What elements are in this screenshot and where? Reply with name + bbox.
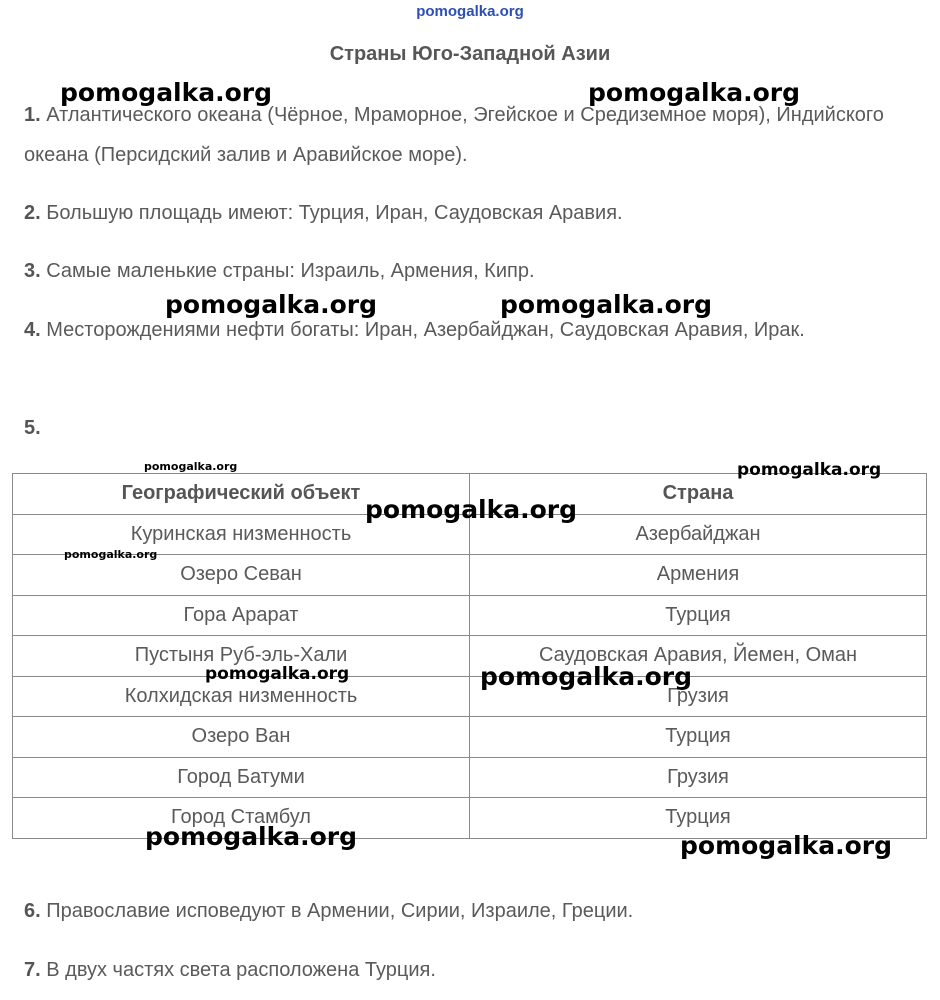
answer-number: 6. [24,900,41,922]
page-title: Страны Юго-Западной Азии [329,43,611,65]
watermark: pomogalka.org [165,290,378,319]
object-cell: Город Батуми [13,757,470,798]
object-cell: Пустыня Руб-эль-Хали [13,636,470,677]
answer-6 [24,891,904,931]
answer-4 [24,310,904,350]
country-cell: Грузия [470,757,927,798]
answer-number: 3. [24,260,41,282]
object-cell: Озеро Ван [13,717,470,758]
answer-number: 2. [24,202,41,224]
column-header-country: Страна [470,474,927,515]
answer-number: 4. [24,319,41,341]
object-cell: Колхидская низменность [13,676,470,717]
object-cell: Гора Арарат [13,595,470,636]
country-cell: Саудовская Аравия, Йемен, Оман [470,636,927,677]
country-cell: Грузия [470,676,927,717]
country-cell: Турция [470,595,927,636]
site-header-link[interactable]: pomogalka.org [416,3,524,20]
object-cell: Город Стамбул [13,798,470,839]
watermark: pomogalka.org [737,460,882,480]
watermark: pomogalka.org [144,460,238,473]
watermark: pomogalka.org [64,548,158,561]
table-row [13,636,927,677]
country-cell: Турция [470,717,927,758]
watermark: pomogalka.org [588,78,801,107]
answer-3 [24,251,904,291]
answer-number: 5. [24,417,41,439]
table-row [13,676,927,717]
answer-text: В двух частях света расположена Турция. [46,959,436,981]
geo-objects-table [12,473,927,839]
column-header-object: Географический объект [13,474,470,515]
table-row [13,757,927,798]
object-cell: Куринская низменность [13,514,470,555]
country-cell: Турция [470,798,927,839]
watermark: pomogalka.org [145,822,358,851]
answer-number: 1. [24,104,41,126]
answer-text: Православие исповедуют в Армении, Сирии, Израиле, Греции. [46,900,634,922]
watermark: pomogalka.org [680,831,893,860]
answer-text: Месторождениями нефти богаты: Иран, Азербайджан, Саудовская Аравия, Ирак. [46,319,805,341]
object-cell: Озеро Севан [13,555,470,596]
watermark: pomogalka.org [480,662,693,691]
watermark: pomogalka.org [205,664,350,684]
answer-7 [24,950,904,990]
watermark: pomogalka.org [365,495,578,524]
table-row [13,595,927,636]
country-cell: Армения [470,555,927,596]
answer-number: 7. [24,959,41,981]
answer-text: Атлантического океана (Чёрное, Мраморное, Эгейское и Средиземное моря), Индийского океана (Персидский залив и Аравийское море). [24,104,884,166]
answer-1 [24,95,904,175]
answer-5 [24,408,904,448]
watermark: pomogalka.org [60,78,273,107]
answer-2 [24,193,904,233]
answer-text: Большую площадь имеют: Турция, Иран, Саудовская Аравия. [46,202,623,224]
table-row [13,717,927,758]
answer-text: Самые маленькие страны: Израиль, Армения, Кипр. [46,260,535,282]
watermark: pomogalka.org [500,290,713,319]
country-cell: Азербайджан [470,514,927,555]
